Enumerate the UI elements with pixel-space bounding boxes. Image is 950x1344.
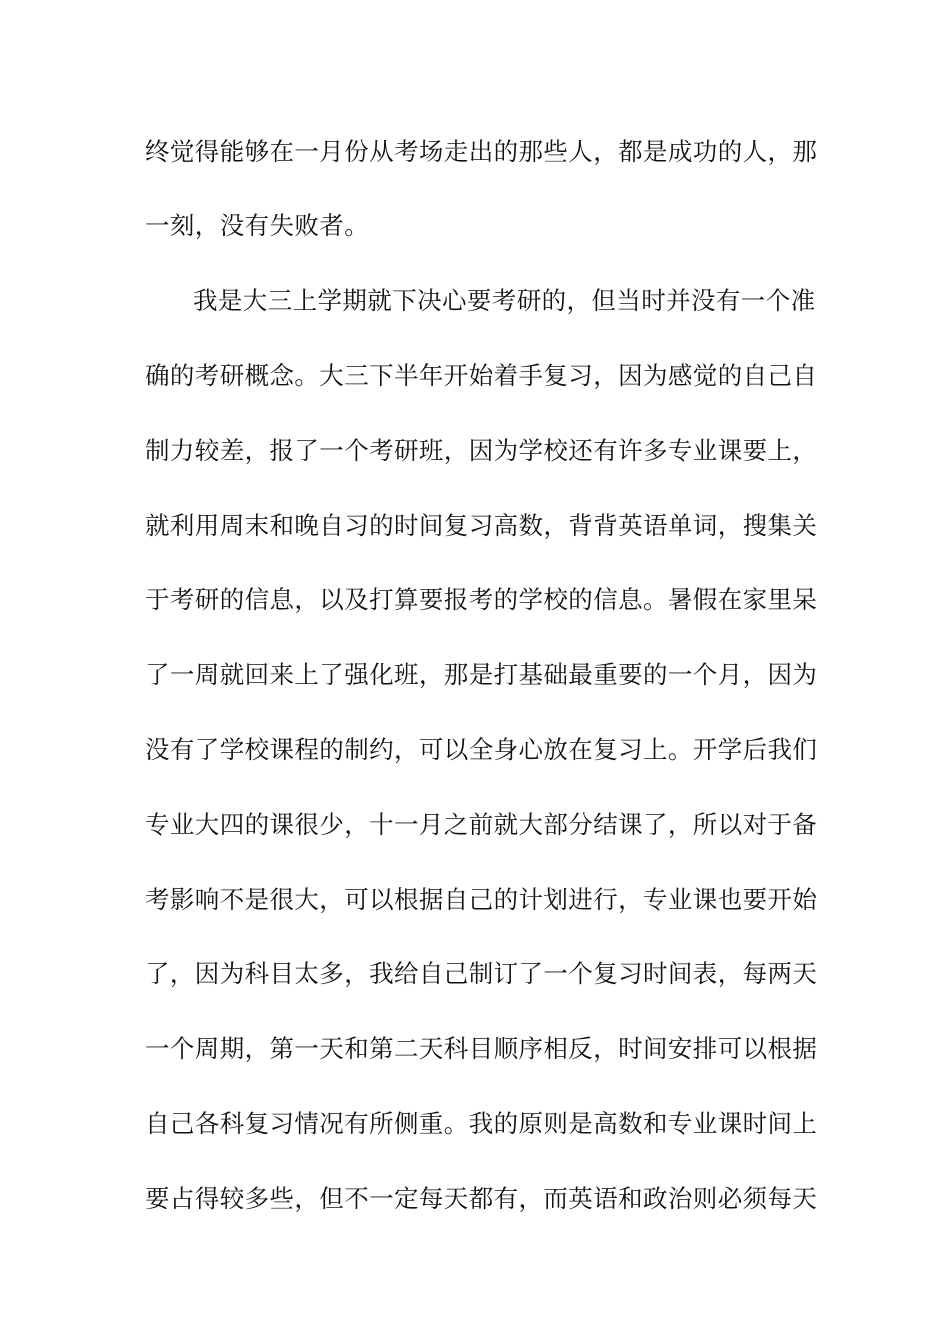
text-line-11: 考影响不是很大，可以根据自己的计划进行，专业课也要开始 xyxy=(145,885,818,914)
text-line-1: 终觉得能够在一月份从考场走出的那些人，都是成功的人，那 xyxy=(145,137,818,166)
text-line-3-paragraph-start: 我是大三上学期就下决心要考研的，但当时并没有一个准 xyxy=(193,286,816,315)
text-line-6: 就利用周末和晚自习的时间复习高数，背背英语单词，搜集关 xyxy=(145,511,818,540)
text-line-14: 自己各科复习情况有所侧重。我的原则是高数和专业课时间上 xyxy=(145,1109,818,1138)
text-line-7: 于考研的信息，以及打算要报考的学校的信息。暑假在家里呆 xyxy=(145,585,818,614)
text-line-5: 制力较差，报了一个考研班，因为学校还有许多专业课要上， xyxy=(145,436,818,465)
text-line-15: 要占得较多些，但不一定每天都有，而英语和政治则必须每天 xyxy=(145,1184,818,1213)
text-line-8: 了一周就回来上了强化班，那是打基础最重要的一个月，因为 xyxy=(145,660,818,689)
text-line-9: 没有了学校课程的制约，可以全身心放在复习上。开学后我们 xyxy=(145,735,818,764)
text-line-10: 专业大四的课很少，十一月之前就大部分结课了，所以对于备 xyxy=(145,810,818,839)
text-line-4: 确的考研概念。大三下半年开始着手复习，因为感觉的自己自 xyxy=(145,361,818,390)
text-line-12: 了，因为科目太多，我给自己制订了一个复习时间表，每两天 xyxy=(145,959,818,988)
text-line-2: 一刻，没有失败者。 xyxy=(145,211,370,240)
text-line-13: 一个周期，第一天和第二天科目顺序相反，时间安排可以根据 xyxy=(145,1034,818,1063)
